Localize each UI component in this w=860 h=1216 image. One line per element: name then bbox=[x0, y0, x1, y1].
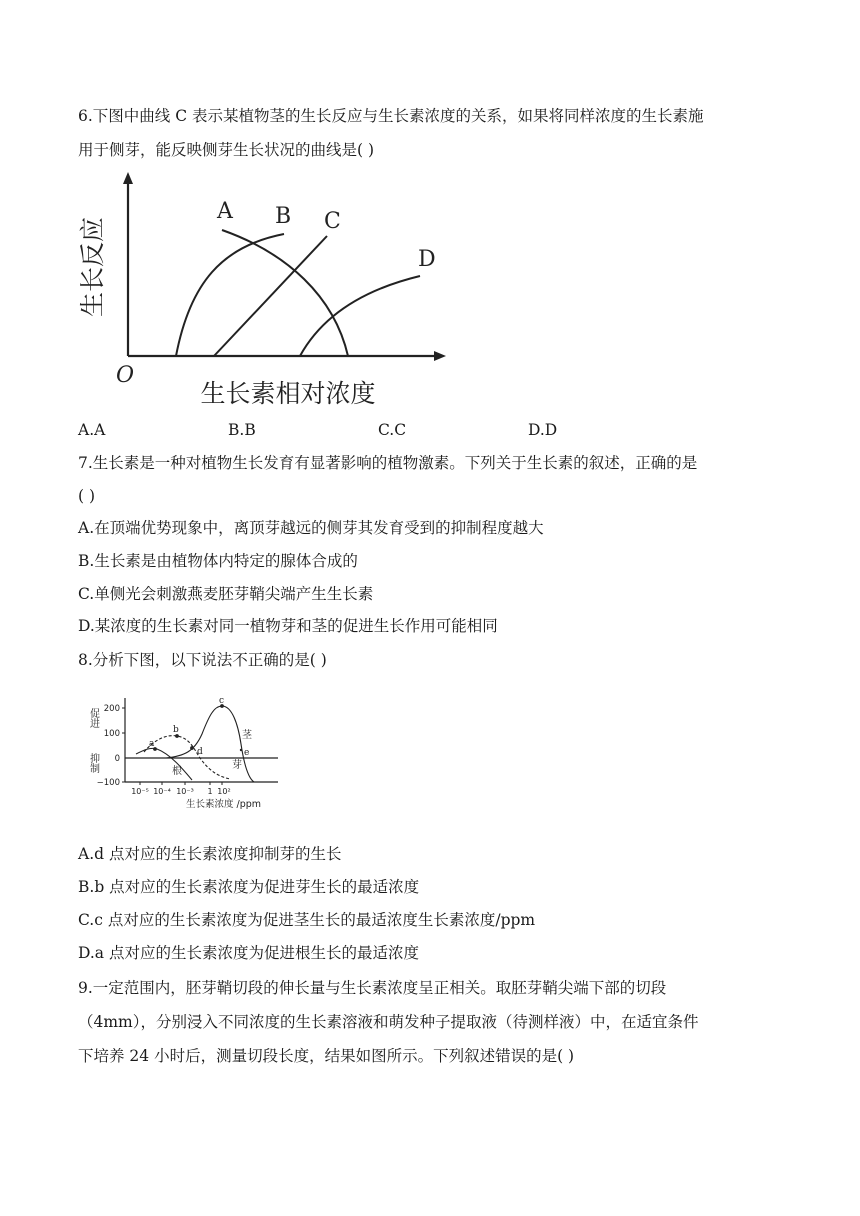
q6-y-axis-label: 生长反应 bbox=[78, 216, 107, 318]
q8-point-d bbox=[190, 746, 194, 750]
q6-option-c[interactable]: C.C bbox=[378, 421, 407, 439]
q8-stem: 8.分析下图，以下说法不正确的是( ) bbox=[78, 651, 327, 669]
q6-curve-label-a: A bbox=[217, 199, 233, 224]
q8-option-d[interactable]: D.a 点对应的生长素浓度为促进根生长的最适浓度 bbox=[78, 944, 419, 962]
q8-option-b[interactable]: B.b 点对应的生长素浓度为促进芽生长的最适浓度 bbox=[78, 878, 420, 896]
q8-point-label-a: a bbox=[149, 739, 155, 749]
q9-stem-line-1: 9.一定范围内，胚芽鞘切段的伸长量与生长素浓度呈正相关。取胚芽鞘尖端下部的切段 bbox=[78, 979, 667, 997]
q6-option-b[interactable]: B.B bbox=[228, 421, 256, 439]
q6-curve-d bbox=[300, 276, 420, 356]
q6-option-d[interactable]: D.D bbox=[528, 421, 558, 439]
q8-option-a[interactable]: A.d 点对应的生长素浓度抑制芽的生长 bbox=[78, 845, 342, 863]
q8-curve-label-bud: 芽 bbox=[232, 760, 242, 771]
q6-x-axis-label: 生长素相对浓度 bbox=[200, 379, 376, 408]
q7-option-a[interactable]: A.在顶端优势现象中，离顶芽越远的侧芽其发育受到的抑制程度越大 bbox=[78, 519, 544, 537]
q8-ylabel-promote: 促进 bbox=[87, 708, 99, 728]
q8-point-label-e: e bbox=[244, 748, 250, 758]
q6-figure bbox=[72, 168, 452, 413]
q8-figure bbox=[82, 694, 297, 819]
q8-xtick-2: 10⁻⁴ bbox=[153, 787, 171, 796]
q6-curve-label-d: D bbox=[418, 247, 436, 272]
q8-point-label-d: d bbox=[197, 747, 203, 757]
q6-y-axis-arrow bbox=[123, 172, 133, 184]
q8-curve-label-root: 根 bbox=[172, 766, 182, 777]
q6-origin-label: O bbox=[116, 363, 135, 388]
q7-option-c[interactable]: C.单侧光会刺激燕麦胚芽鞘尖端产生生长素 bbox=[78, 585, 374, 603]
q7-option-d[interactable]: D.某浓度的生长素对同一植物芽和茎的促进生长作用可能相同 bbox=[78, 617, 498, 635]
q9-stem-line-2: （4mm），分别浸入不同浓度的生长素溶液和萌发种子提取液（待测样液）中，在适宜条件 bbox=[78, 1013, 699, 1031]
q6-curve-label-b: B bbox=[275, 204, 292, 229]
q6-curve-label-c: C bbox=[324, 209, 341, 234]
q9-stem-line-3: 下培养 24 小时后，测量切段长度，结果如图所示。下列叙述错误的是( ) bbox=[78, 1047, 575, 1065]
q8-ylabel-inhibit: 抑制 bbox=[87, 753, 99, 773]
q8-xtick-1: 10⁻⁵ bbox=[131, 787, 149, 796]
q6-option-a[interactable]: A.A bbox=[78, 421, 106, 439]
q8-point-label-b: b bbox=[173, 725, 179, 735]
q7-stem-line-1: 7.生长素是一种对植物生长发育有显著影响的植物激素。下列关于生长素的叙述，正确的是 bbox=[78, 454, 698, 472]
q6-options bbox=[78, 421, 638, 441]
q8-point-e bbox=[240, 749, 242, 751]
q8-root-curve bbox=[136, 748, 192, 780]
q8-bud-curve bbox=[144, 736, 230, 779]
q6-stem-line-2: 用于侧芽，能反映侧芽生长状况的曲线是( ) bbox=[78, 141, 375, 159]
q8-x-axis-label: 生长素浓度 /ppm bbox=[186, 799, 262, 810]
q8-ytick-200: 200 bbox=[103, 704, 120, 714]
q6-x-axis-arrow bbox=[434, 351, 446, 361]
q8-ytick-100: 100 bbox=[103, 729, 120, 739]
q8-curve-label-stem: 茎 bbox=[242, 730, 252, 741]
q8-ytick-minus100: −100 bbox=[96, 778, 120, 788]
q8-ytick-0: 0 bbox=[114, 754, 120, 764]
q8-xtick-4: 1 bbox=[207, 787, 213, 796]
q8-point-label-c: c bbox=[219, 696, 225, 706]
q7-stem-line-2: ( ) bbox=[78, 487, 96, 505]
q7-option-b[interactable]: B.生长素是由植物体内特定的腺体合成的 bbox=[78, 552, 358, 570]
q8-xtick-3: 10⁻³ bbox=[176, 787, 194, 796]
q6-stem-line-1: 6.下图中曲线 C 表示某植物茎的生长反应与生长素浓度的关系，如果将同样浓度的生长素施 bbox=[78, 107, 704, 125]
q8-xtick-5: 10² bbox=[217, 787, 231, 796]
q8-option-c[interactable]: C.c 点对应的生长素浓度为促进茎生长的最适浓度生长素浓度/ppm bbox=[78, 911, 536, 929]
